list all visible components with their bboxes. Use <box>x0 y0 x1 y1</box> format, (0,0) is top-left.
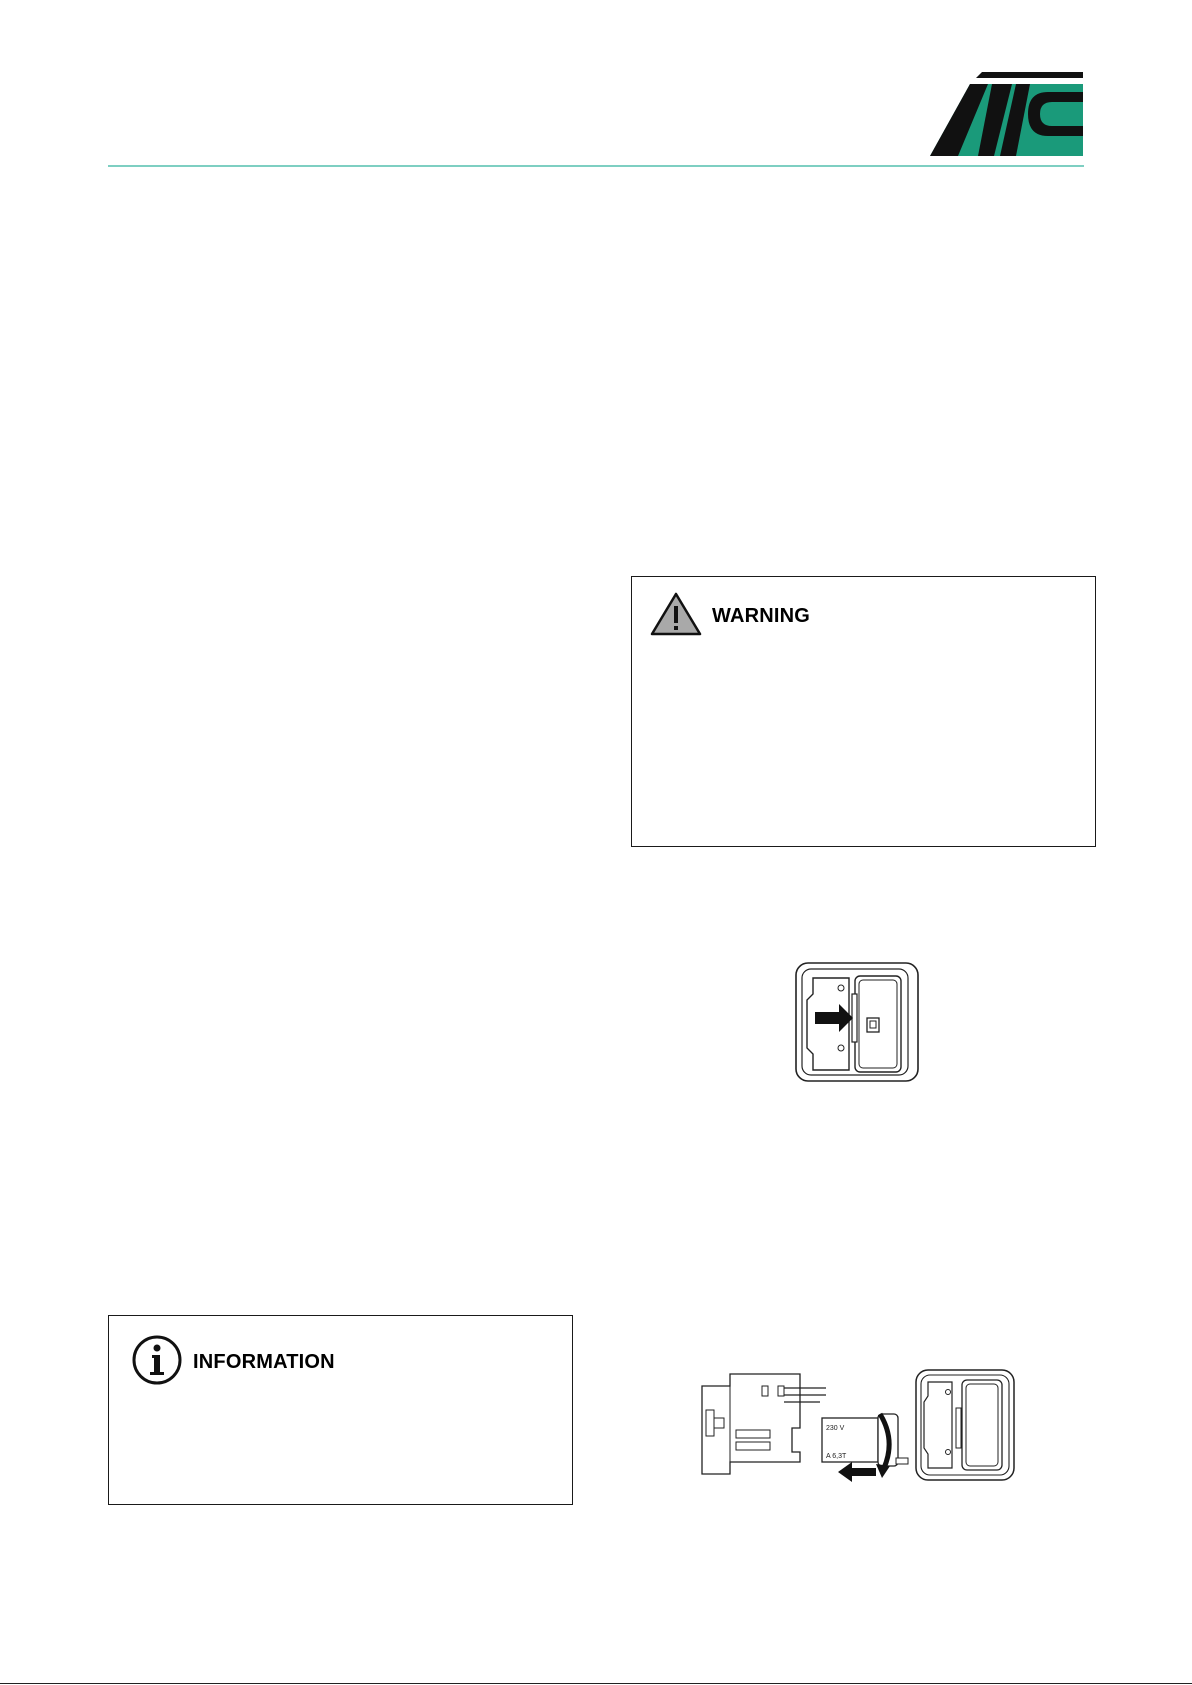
fuse-rating-label: A 6,3T <box>826 1453 847 1460</box>
information-title: INFORMATION <box>193 1351 335 1373</box>
header-rule <box>108 165 1084 167</box>
information-header <box>131 1334 335 1391</box>
info-circle-icon <box>131 1334 183 1391</box>
page-bottom-rule <box>0 1683 1192 1684</box>
fuse-removal-figure <box>700 1368 1016 1484</box>
fuse-voltage-label: 230 V <box>826 1425 845 1432</box>
warning-box <box>631 576 1096 847</box>
warning-title: WARNING <box>712 605 811 627</box>
company-logo <box>930 70 1085 158</box>
warning-header <box>650 591 810 642</box>
warning-triangle-icon <box>650 591 702 642</box>
fuse-holder-figure <box>795 962 919 1082</box>
information-box <box>108 1315 573 1505</box>
